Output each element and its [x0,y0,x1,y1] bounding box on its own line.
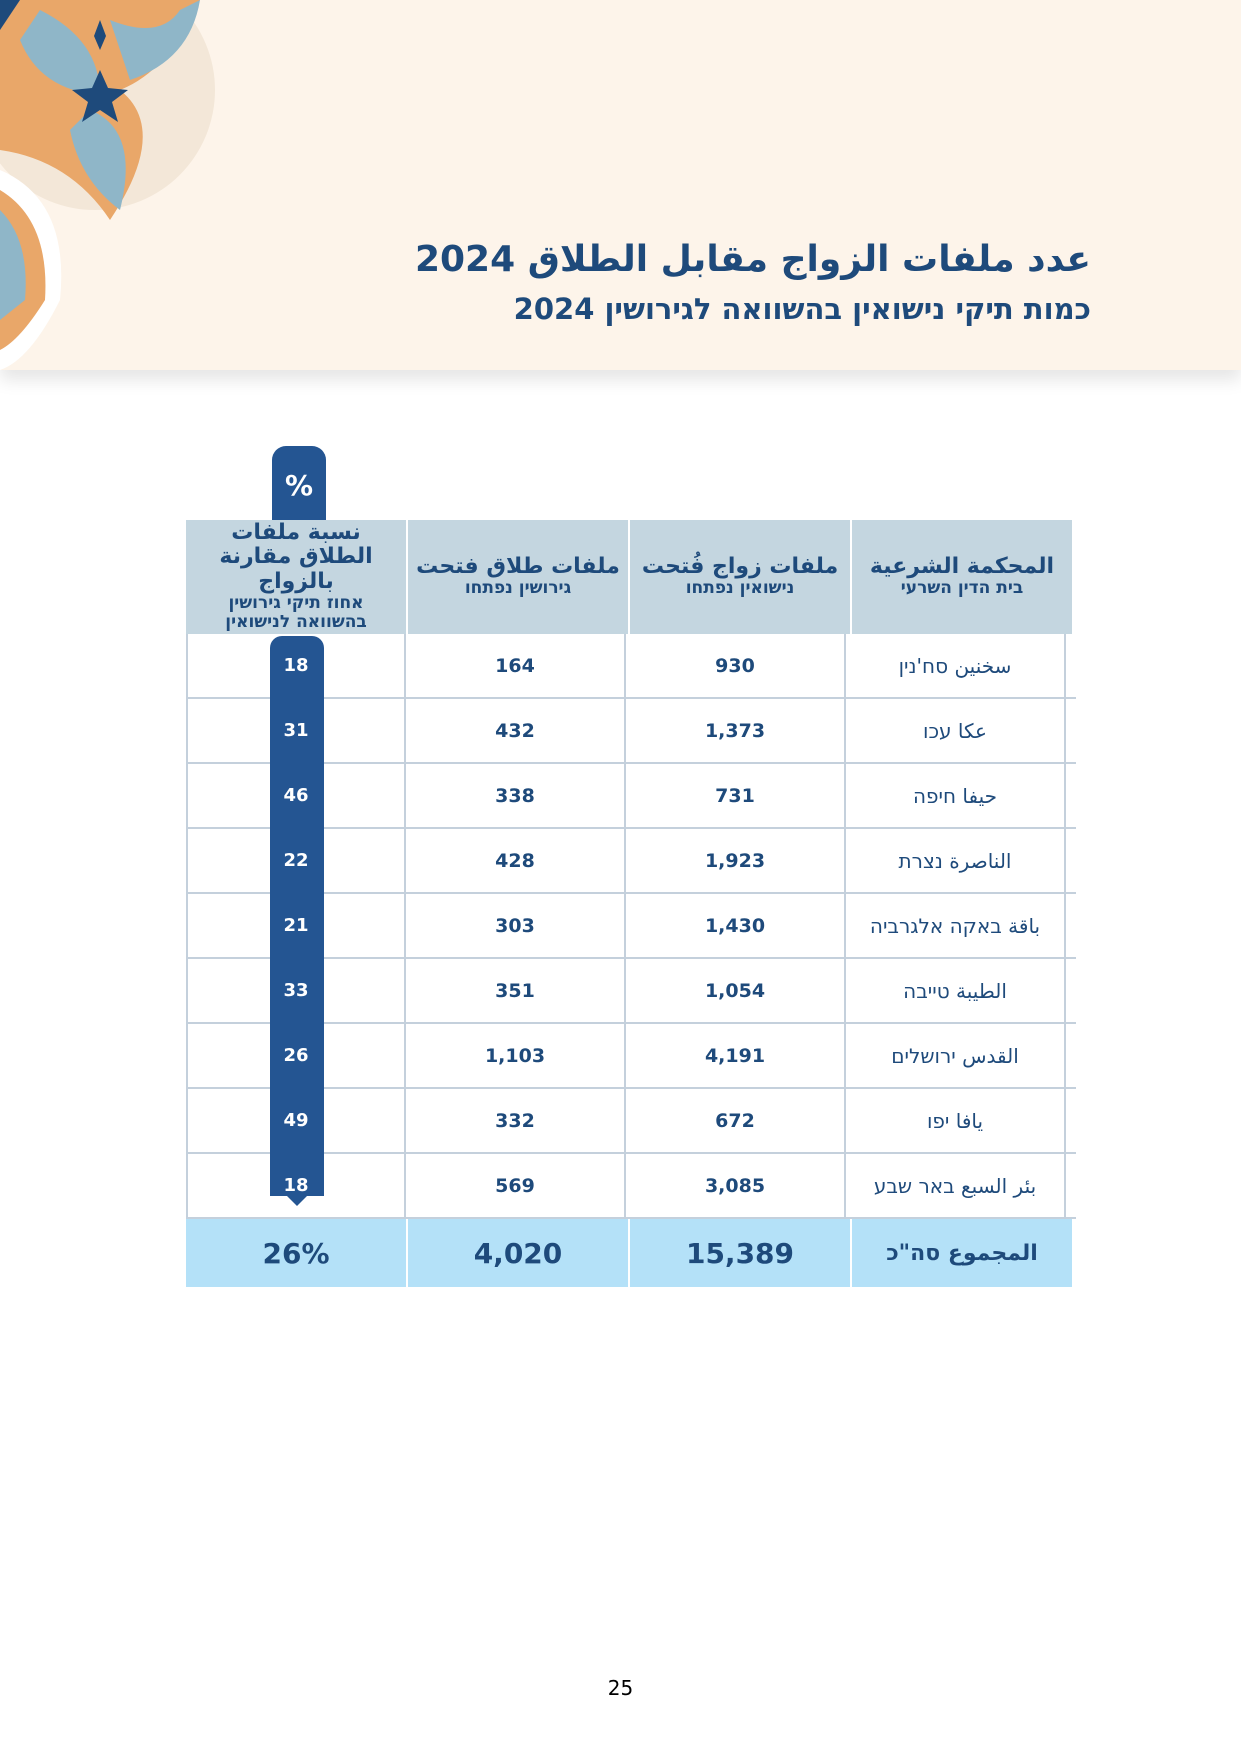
percent-value: 18 [283,1175,309,1196]
cell-divorce: 351 [406,959,626,1022]
table-row [186,1024,1076,1089]
cell-court: الطيبة טייבה [846,959,1066,1022]
table-row [186,894,1076,959]
percent-value: 26 [283,1045,309,1066]
total-label: المجموع סה"כ [852,1219,1072,1287]
cell-percent [186,894,406,957]
table-row [186,764,1076,829]
cell-court: سخنين סח'נין [846,634,1066,697]
cell-court: حيفا חיפה [846,764,1066,827]
cell-percent [186,959,406,1022]
total-marriage: 15,389 [630,1219,850,1287]
page-number: 25 [607,1676,634,1700]
cell-divorce: 338 [406,764,626,827]
percent-value: 33 [283,980,309,1001]
cell-marriage: 3,085 [626,1154,846,1217]
geometric-ornament-icon [0,0,230,370]
cell-court: باقة באקה אלגרביה [846,894,1066,957]
cell-marriage: 1,054 [626,959,846,1022]
cell-court: القدس ירושלים [846,1024,1066,1087]
header-court-ar: المحكمة الشرعية [869,554,1055,580]
table-row [186,699,1076,764]
header-marriage-ar: ملفات زواج فُتحت [641,554,839,580]
percent-value: 46 [283,785,309,806]
cell-percent [186,764,406,827]
table-row [186,1154,1076,1219]
percent-value: 31 [283,720,309,741]
total-divorce: 4,020 [408,1219,628,1287]
table-total-row [186,1219,1076,1287]
header-divorce [408,520,628,634]
cell-marriage: 4,191 [626,1024,846,1087]
header-divorce-he: גירושין נפתחו [464,578,572,599]
percent-value: 21 [283,915,309,936]
cell-marriage: 1,923 [626,829,846,892]
table-row [186,829,1076,894]
cell-divorce: 432 [406,699,626,762]
header-divorce-ar: ملفات طلاق فتحت [416,554,620,580]
cell-percent [186,829,406,892]
cell-divorce: 569 [406,1154,626,1217]
table-row [186,1089,1076,1154]
cell-marriage: 930 [626,634,846,697]
header-ratio [186,520,406,634]
table-row [186,959,1076,1024]
total-percent: 26% [186,1219,406,1287]
percent-tab: % [272,446,326,520]
cell-divorce: 303 [406,894,626,957]
cell-marriage: 1,430 [626,894,846,957]
cell-court: عكا עכו [846,699,1066,762]
percent-value: 18 [283,655,309,676]
cell-marriage: 672 [626,1089,846,1152]
header-ratio-he: אחוז תיקי גירושין בהשוואה לנישואין [225,592,367,633]
header-ratio-ar: نسبة ملفات الطلاق مقارنة بالزواج [219,520,373,594]
cell-marriage: 731 [626,764,846,827]
cell-court: يافا יפו [846,1089,1066,1152]
header-marriage-he: נישואין נפתחו [685,578,795,599]
percent-value: 22 [283,850,309,871]
cell-percent [186,1024,406,1087]
page-title: عدد ملفات الزواج مقابل الطلاق 2024 [414,239,1091,280]
cell-divorce: 428 [406,829,626,892]
page-subtitle: כמות תיקי נישואין בהשוואה לגירושין 2024 [513,292,1091,326]
cell-percent [186,1089,406,1152]
header-banner [0,0,1241,370]
header-court [852,520,1072,634]
percent-value: 49 [283,1110,309,1131]
marriage-divorce-table [186,520,1076,1287]
table-row [186,634,1076,699]
cell-court: بئر السبع באר שבע [846,1154,1066,1217]
cell-percent [186,1154,406,1217]
cell-divorce: 1,103 [406,1024,626,1087]
cell-divorce: 332 [406,1089,626,1152]
header-marriage [630,520,850,634]
cell-marriage: 1,373 [626,699,846,762]
cell-court: الناصرة נצרת [846,829,1066,892]
cell-percent [186,634,406,697]
cell-percent [186,699,406,762]
table-header-row [186,520,1076,634]
cell-divorce: 164 [406,634,626,697]
header-court-he: בית הדין השרעי [900,578,1024,599]
